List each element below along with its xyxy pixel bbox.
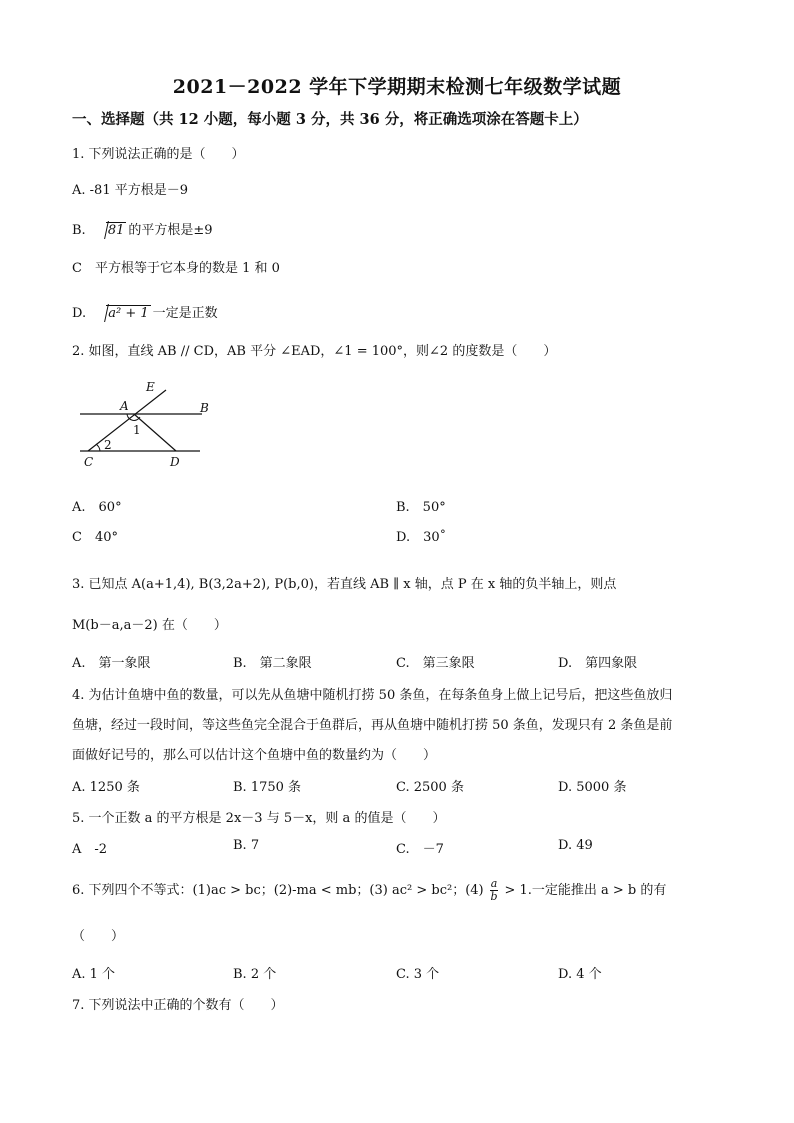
question-7-stem: 7. 下列说法中正确的个数有（ ） — [72, 998, 284, 1013]
option-text: 的平方根是±9 — [128, 223, 213, 238]
question-2-stem: 2. 如图，直线 AB // CD，AB 平分 ∠EAD，∠1 = 100°，则∠2 的度数是（ ） — [72, 344, 557, 359]
question-3-stem-line-1: 3. 已知点 A(a+1,4), B(3,2a+2), P(b,0)，若直线 AB ∥ x 轴，点 P 在 x 轴的负半轴上，则点 — [72, 577, 617, 592]
fraction-a-over-b: $\frac{a}{b}$ — [490, 877, 498, 903]
question-5-option-b: B. 7 — [233, 838, 260, 853]
question-4-option-a: A. 1250 条 — [72, 780, 140, 795]
label-e: E — [146, 380, 155, 394]
parallel-lines-figure — [72, 376, 222, 471]
question-3-option-d: D. 第四象限 — [558, 656, 638, 671]
angle-2-arc — [96, 444, 100, 451]
question-5-stem: 5. 一个正数 a 的平方根是 2x－3 与 5－x，则 a 的值是（ ） — [72, 811, 446, 826]
question-1-option-a: A. -81 平方根是－9 — [72, 183, 188, 198]
question-6-stem — [72, 878, 666, 903]
question-2-option-b: B. 50° — [396, 500, 446, 515]
question-6-stem-prefix: 6. 下列四个不等式：(1)ac > bc；(2)-ma < mb；(3) ac² > bc²；(4) — [72, 883, 484, 898]
label-b: B — [200, 401, 209, 415]
option-label: B. — [72, 223, 86, 238]
question-1-option-d — [72, 302, 218, 321]
question-4-line-2: 鱼塘，经过一段时间，等这些鱼完全混合于鱼群后，再从鱼塘中随机打捞 50 条鱼，发现只有 2 条鱼是前 — [72, 718, 673, 733]
label-2: 2 — [104, 438, 112, 452]
sqrt-expression: 81 — [96, 223, 127, 238]
question-1-option-b — [72, 219, 213, 238]
question-6-option-d: D. 4 个 — [558, 967, 602, 982]
label-c: C — [84, 455, 94, 469]
question-1-stem: 1. 下列说法正确的是（ ） — [72, 147, 245, 162]
question-4-line-3: 面做好记号的，那么可以估计这个鱼塘中鱼的数量约为（ ） — [72, 748, 437, 763]
question-4-option-b: B. 1750 条 — [233, 780, 302, 795]
question-3-option-c: C. 第三象限 — [396, 656, 475, 671]
option-text: 一定是正数 — [152, 306, 218, 321]
question-6-stem-suffix: > 1.一定能推出 a > b 的有 — [504, 883, 667, 898]
question-1-option-c: C 平方根等于它本身的数是 1 和 0 — [72, 261, 280, 276]
section-heading: 一、选择题（共 12 小题，每小题 3 分，共 36 分，将正确选项涂在答题卡上） — [72, 111, 588, 128]
question-2-option-c: C 40° — [72, 530, 118, 545]
option-label: D. — [72, 306, 87, 321]
page-title: 2021－2022 学年下学期期末检测七年级数学试题 — [172, 76, 622, 98]
label-a: A — [120, 399, 129, 413]
question-6-option-c: C. 3 个 — [396, 967, 440, 982]
question-3-stem-line-2: M(b－a,a－2) 在（ ） — [72, 618, 227, 633]
question-4-line-1: 4. 为估计鱼塘中鱼的数量，可以先从鱼塘中随机打捞 50 条鱼，在每条鱼身上做上记号后，把这些鱼放归 — [72, 688, 673, 703]
question-6-answer-parens: （ ） — [72, 929, 125, 944]
question-3-option-b: B. 第二象限 — [233, 656, 312, 671]
question-6-option-a: A. 1 个 — [72, 967, 116, 982]
question-5-option-a: A -2 — [72, 842, 108, 857]
question-4-option-d: D. 5000 条 — [558, 780, 627, 795]
question-5-option-d: D. 49 — [558, 838, 593, 853]
question-6-option-b: B. 2 个 — [233, 967, 277, 982]
label-d: D — [170, 455, 180, 469]
question-2-option-d: D. 30˚ — [396, 530, 447, 545]
question-5-option-c: C. －7 — [396, 842, 444, 857]
question-4-option-c: C. 2500 条 — [396, 780, 464, 795]
sqrt-expression: a² + 1 — [96, 306, 150, 321]
question-2-option-a: A. 60° — [72, 500, 122, 515]
label-1: 1 — [133, 423, 141, 437]
question-3-option-a: A. 第一象限 — [72, 656, 151, 671]
